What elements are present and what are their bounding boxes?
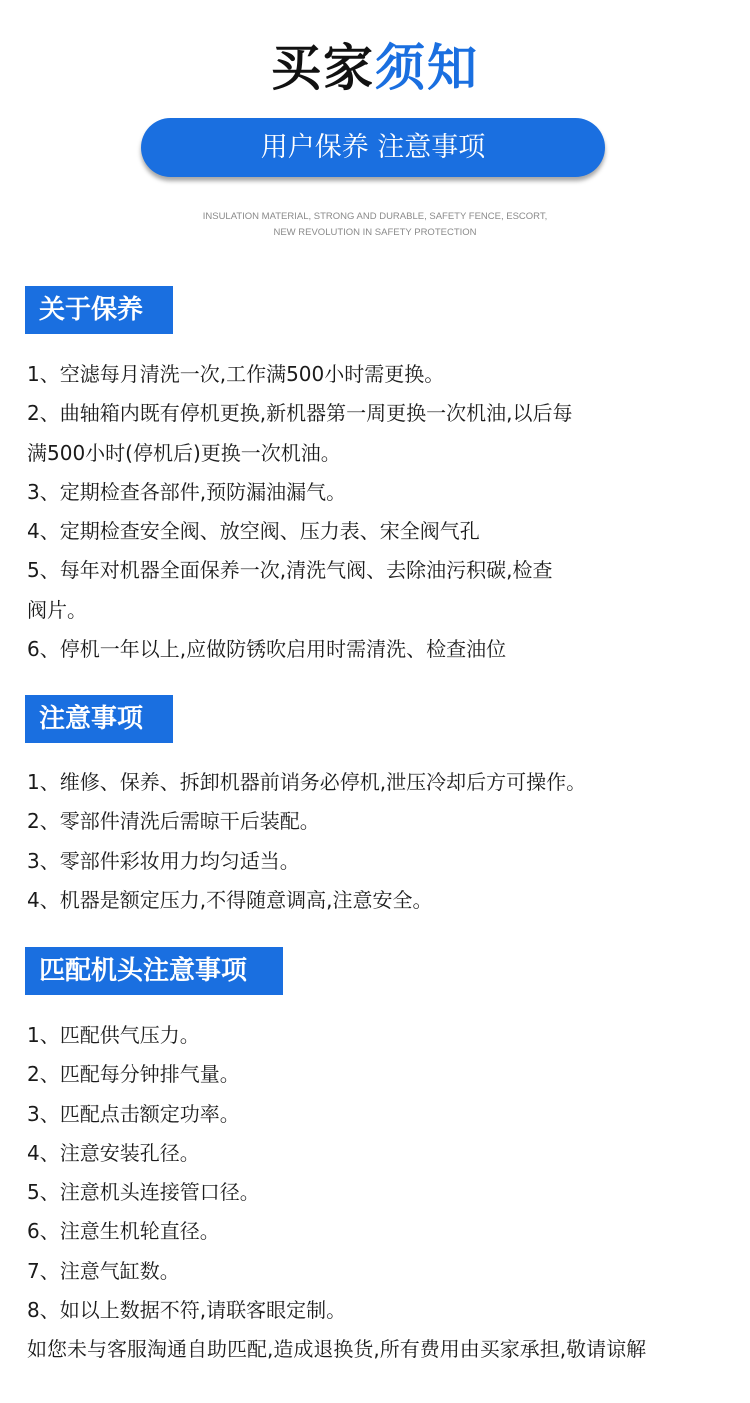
- list-item: 5、每年对机器全面保养一次,清洗气阀、去除油污积碳,检查: [27, 558, 553, 583]
- english-subtitle: [0, 209, 750, 241]
- list-item: 8、如以上数据不符,请联客眼定制。: [27, 1298, 347, 1323]
- list-item: 2、匹配每分钟排气量。: [27, 1062, 240, 1087]
- list-item: 3、定期检查各部件,预防漏油漏气。: [27, 479, 347, 504]
- english-subtitle-line-2: NEW REVOLUTION IN SAFETY PROTECTION: [273, 227, 477, 238]
- list-item: 2、曲轴箱内既有停机更换,新机器第一周更换一次机油,以后每: [27, 401, 573, 426]
- list-item: 4、注意安装孔径。: [27, 1140, 200, 1165]
- subtitle-banner: 用户保养 注意事项: [141, 118, 605, 177]
- title-part-blue: 须知: [375, 39, 479, 97]
- list-item: 1、空滤每月清洗一次,工作满500小时需更换。: [27, 362, 445, 386]
- list-item: 满500小时(停机后)更换一次机油。: [27, 440, 341, 465]
- list-item: 1、匹配供气压力。: [27, 1023, 200, 1047]
- section-label-maintenance: 关于保养: [25, 286, 173, 334]
- list-item: 如您未与客服淘通自助匹配,造成退换货,所有费用由买家承担,敬请谅解: [27, 1337, 647, 1362]
- list-item: 1、维修、保养、拆卸机器前诮务必停机,泄压冷却后方可操作。: [27, 770, 587, 794]
- list-item: 3、零部件彩妆用力均匀适当。: [27, 848, 300, 873]
- english-subtitle-line-1: INSULATION MATERIAL, STRONG AND DURABLE, SAFETY FENCE, ESCORT,: [202, 211, 548, 222]
- page-title: [0, 36, 750, 100]
- list-item: 4、定期检查安全阀、放空阀、压力表、宋全阀气孔: [27, 519, 480, 544]
- head-matching-list: [27, 1016, 737, 1370]
- list-item: 7、注意气缸数。: [27, 1258, 180, 1283]
- title-part-black: 买家: [271, 39, 375, 97]
- maintenance-list: [27, 355, 737, 669]
- section-label-precautions: 注意事项: [25, 695, 173, 743]
- list-item: 6、停机一年以上,应做防锈吹启用时需清洗、检查油位: [27, 637, 507, 662]
- list-item: 3、匹配点击额定功率。: [27, 1101, 240, 1126]
- section-label-head-matching: 匹配机头注意事项: [25, 947, 283, 995]
- list-item: 2、零部件清洗后需晾干后装配。: [27, 809, 320, 834]
- list-item: 6、注意生机轮直径。: [27, 1219, 220, 1244]
- precautions-list: [27, 763, 737, 920]
- list-item: 5、注意机头连接管口径。: [27, 1180, 260, 1205]
- list-item: 阀片。: [27, 597, 87, 622]
- list-item: 4、机器是额定压力,不得随意调高,注意安全。: [27, 887, 433, 912]
